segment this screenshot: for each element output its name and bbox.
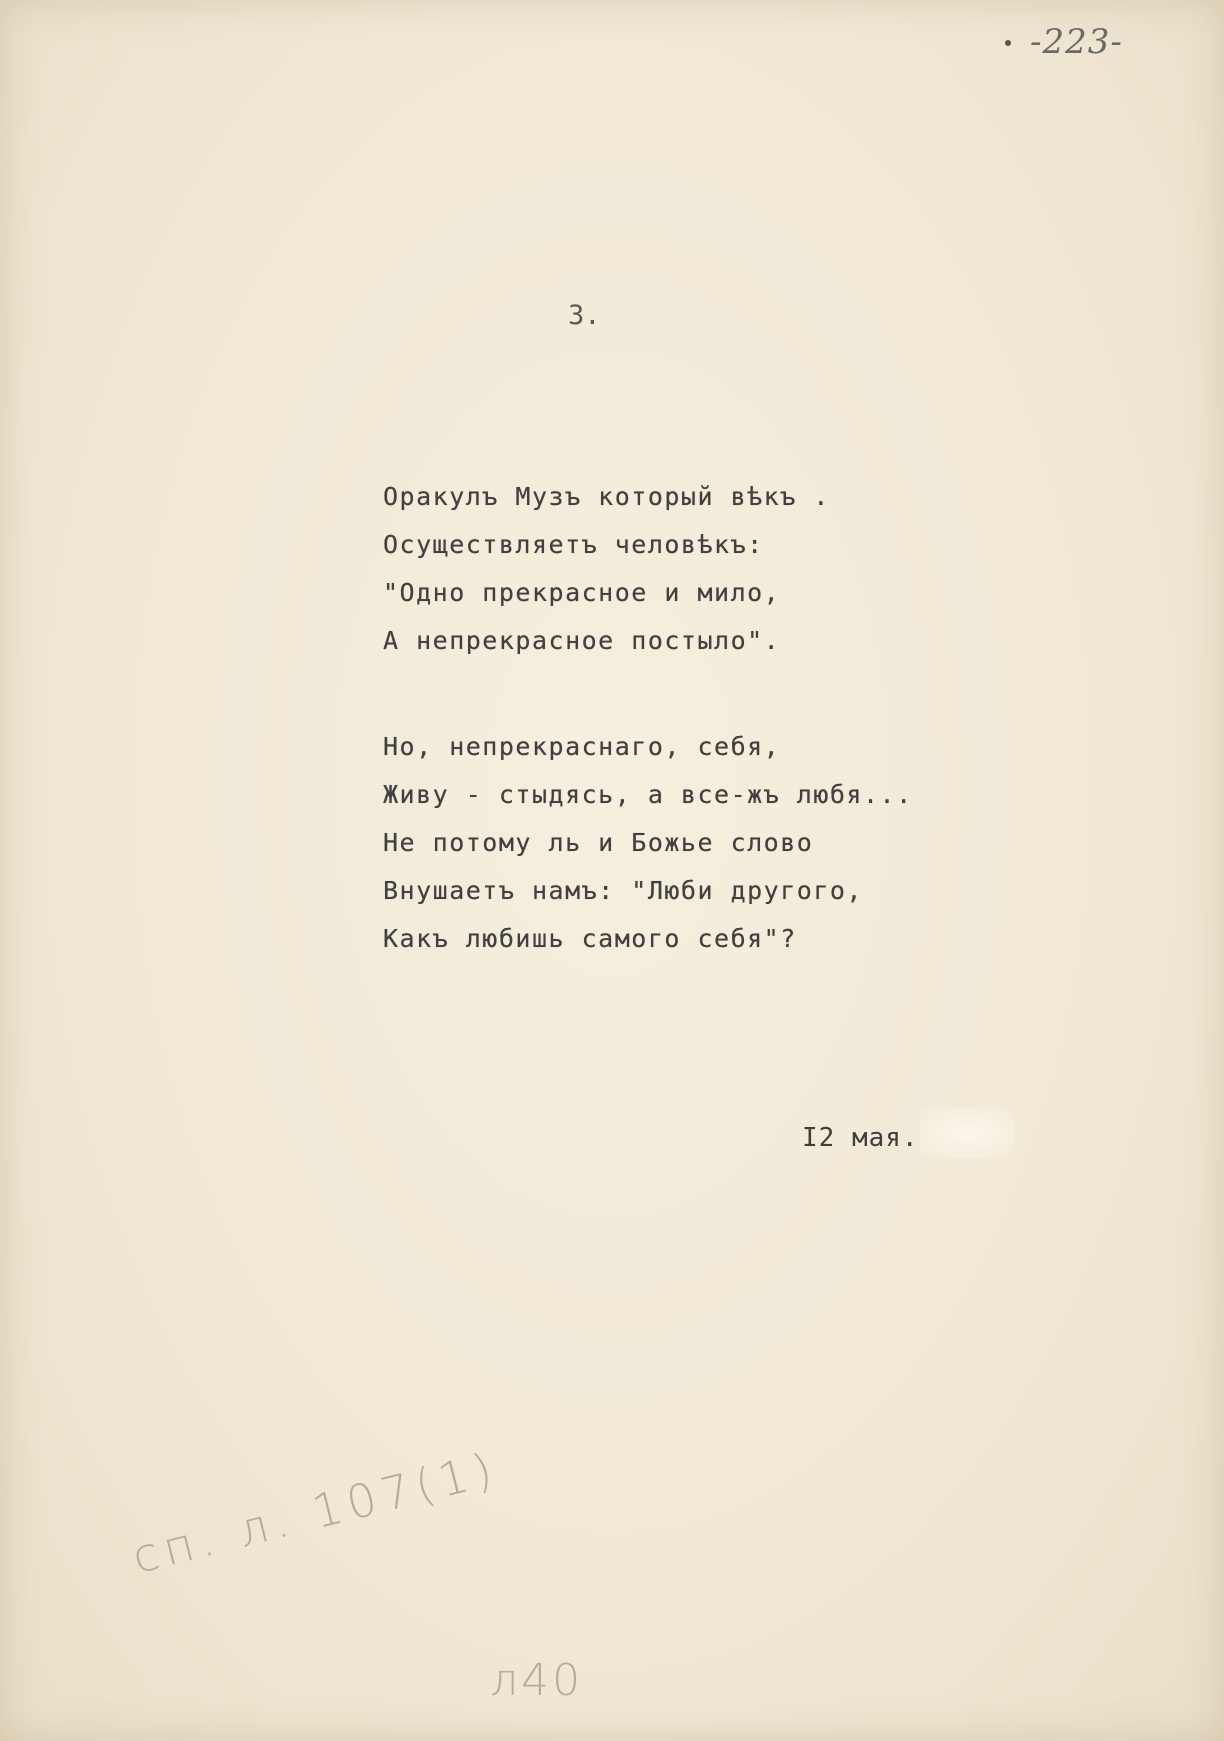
poem-line: Внушаетъ намъ: "Люби другого, bbox=[383, 876, 863, 905]
poem-line: Живу - стыдясь, а все-жъ любя... bbox=[383, 780, 913, 809]
poem-line: Оракулъ Музъ который вѣкъ . bbox=[383, 482, 830, 511]
poem-line: Не потому ль и Божье слово bbox=[383, 828, 814, 857]
poem-line: Осуществляетъ человѣкъ: bbox=[383, 530, 764, 559]
poem-line: А непрекрасное постыло". bbox=[383, 626, 781, 655]
poem bbox=[383, 473, 983, 963]
pencil-archive-reference: сп. л. 107(1) bbox=[126, 1441, 504, 1584]
erased-year bbox=[920, 1108, 1015, 1158]
stanza-2 bbox=[383, 723, 983, 963]
poem-line: Какъ любишь самого себя"? bbox=[383, 924, 797, 953]
section-number: 3. bbox=[568, 300, 601, 331]
poem-line: "Одно прекрасное и мило, bbox=[383, 578, 781, 607]
folio-dot bbox=[1005, 40, 1011, 46]
poem-line: Но, непрекраснаго, себя, bbox=[383, 732, 781, 761]
folio-number: -223- bbox=[1030, 22, 1123, 62]
pencil-archive-number: л40 bbox=[490, 1655, 584, 1706]
date: I2 мая. bbox=[802, 1123, 919, 1153]
stanza-1 bbox=[383, 473, 983, 665]
